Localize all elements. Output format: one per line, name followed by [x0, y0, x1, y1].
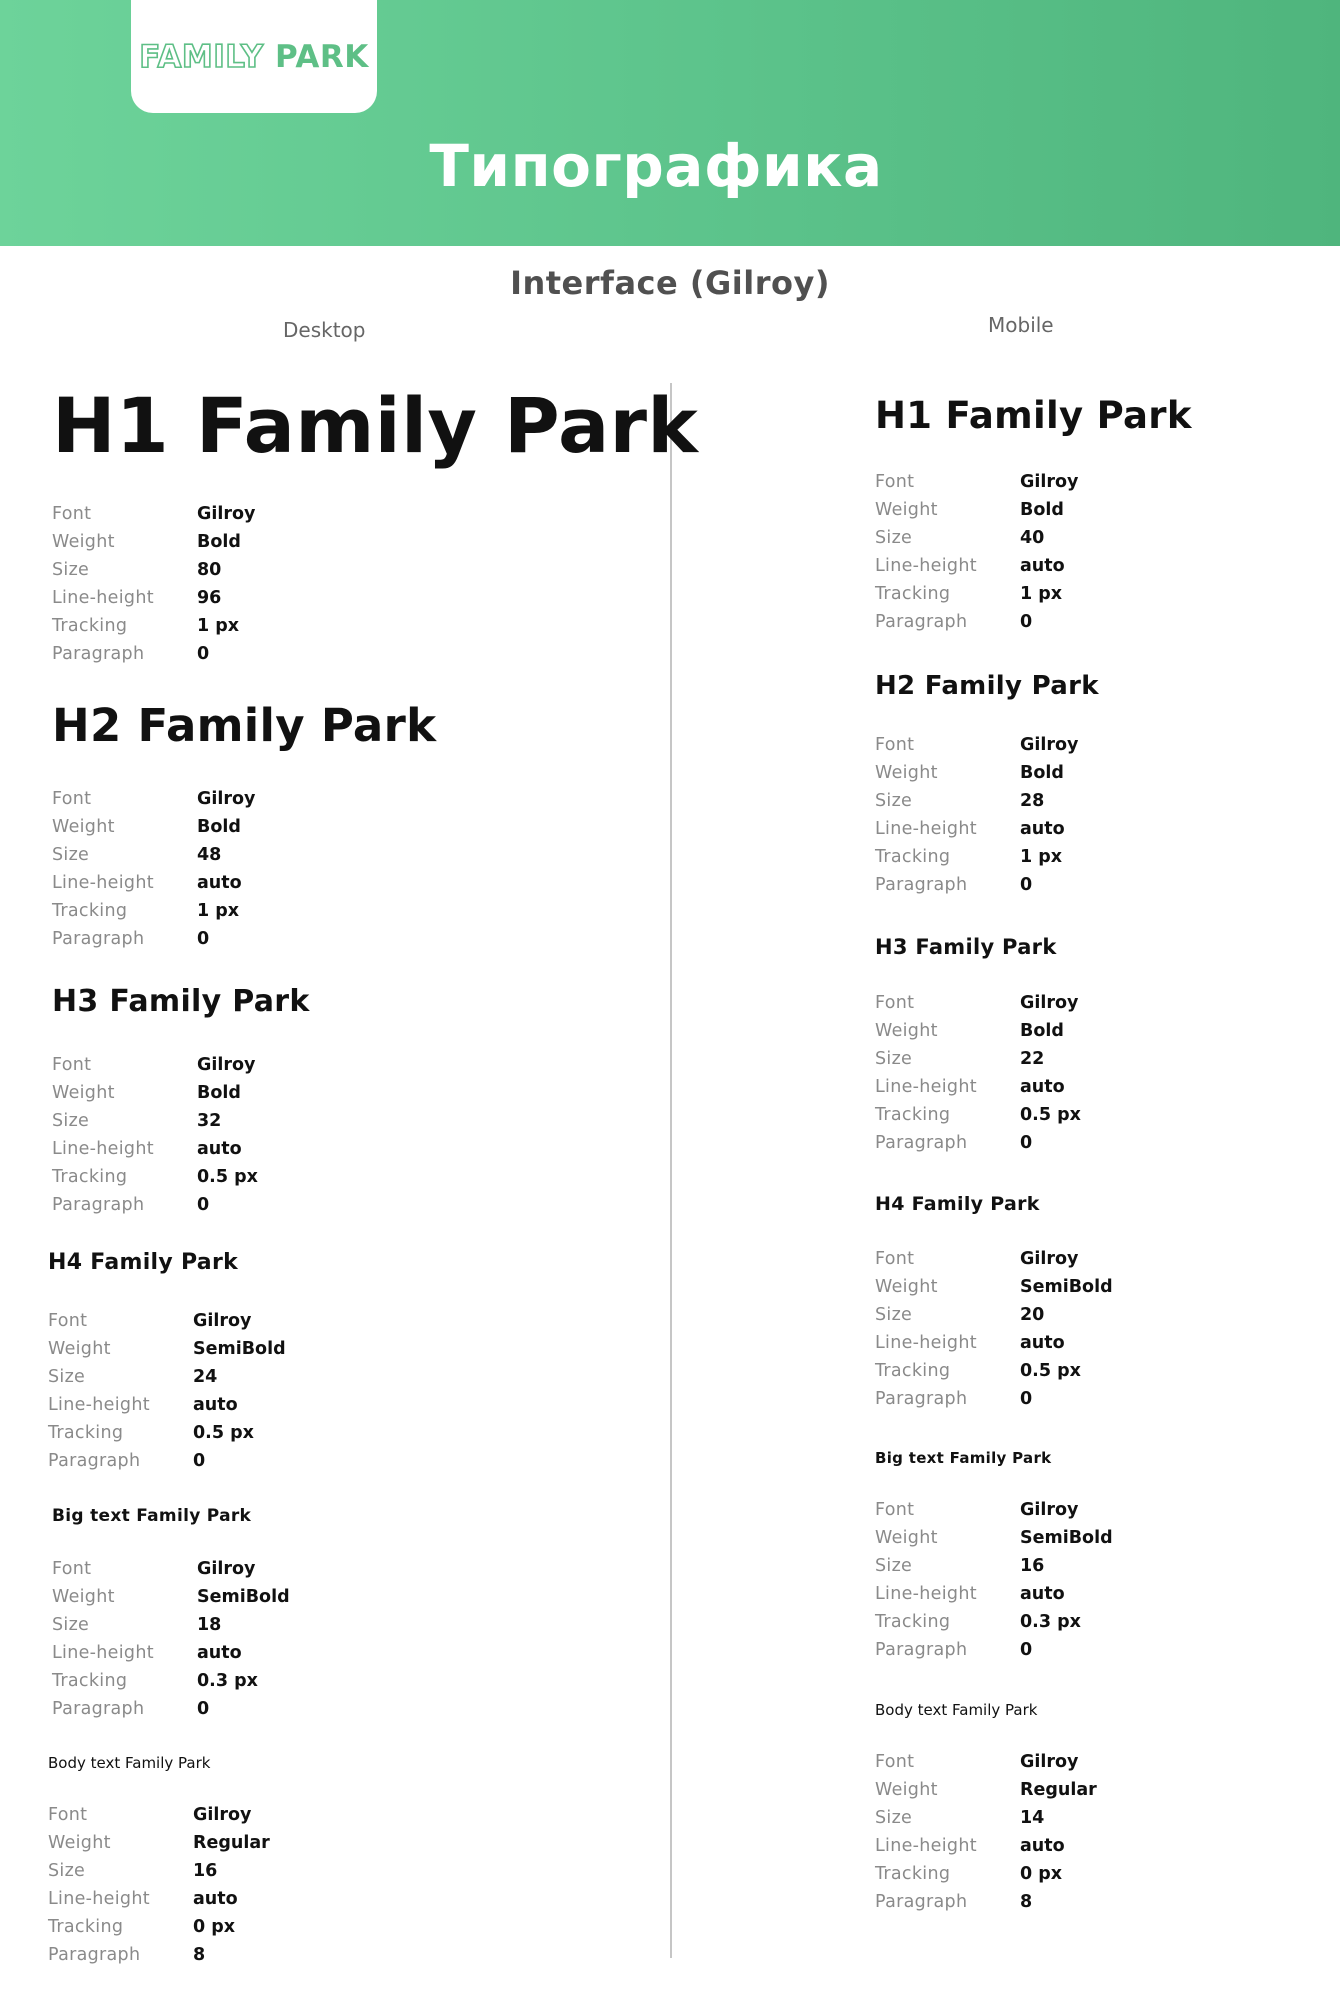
spec-key: Size — [52, 1111, 90, 1131]
mobile-body-text-spec — [875, 1748, 1097, 1916]
spec-paragraph-value: 0 — [1020, 1640, 1033, 1660]
spec-key: Size — [875, 1808, 913, 1828]
spec-weight-value: Bold — [197, 1083, 241, 1103]
spec-paragraph-value: 0 — [197, 644, 210, 664]
spec-tracking-value: 0 px — [193, 1917, 236, 1937]
spec-key: Font — [52, 1055, 92, 1075]
spec-key: Tracking — [52, 901, 128, 921]
spec-key: Weight — [52, 817, 115, 837]
spec-key: Font — [875, 1249, 915, 1269]
spec-key: Weight — [875, 763, 938, 783]
spec-key: Weight — [48, 1833, 111, 1853]
spec-weight-value: Bold — [197, 817, 241, 837]
desktop-h3-sample: H3 Family Park — [52, 984, 310, 1019]
spec-tracking-value: 1 px — [1020, 847, 1063, 867]
desktop-h4-sample: H4 Family Park — [48, 1250, 239, 1275]
spec-key: Paragraph — [48, 1451, 141, 1471]
spec-line-height-value: auto — [1020, 1584, 1065, 1604]
spec-line-height-value: auto — [1020, 1836, 1065, 1856]
spec-line-height-value: auto — [197, 873, 242, 893]
spec-key: Line-height — [875, 1584, 977, 1604]
spec-paragraph-value: 0 — [1020, 1133, 1033, 1153]
desktop-big-text-spec — [52, 1555, 290, 1723]
spec-weight-value: SemiBold — [197, 1587, 290, 1607]
spec-key: Font — [48, 1311, 88, 1331]
spec-key: Paragraph — [875, 1640, 968, 1660]
mobile-h4-spec — [875, 1245, 1113, 1413]
spec-tracking-value: 1 px — [1020, 584, 1063, 604]
spec-key: Weight — [52, 1083, 115, 1103]
spec-line-height-value: auto — [193, 1889, 238, 1909]
spec-key: Size — [875, 1305, 913, 1325]
spec-line-height-value: auto — [1020, 819, 1065, 839]
spec-key: Weight — [48, 1339, 111, 1359]
spec-paragraph-value: 8 — [1020, 1892, 1033, 1912]
spec-key: Tracking — [52, 1671, 128, 1691]
mobile-column-label: Mobile — [988, 313, 1054, 337]
spec-tracking-value: 0.3 px — [197, 1671, 258, 1691]
spec-key: Weight — [875, 1021, 938, 1041]
spec-paragraph-value: 0 — [1020, 875, 1033, 895]
spec-key: Font — [875, 1500, 915, 1520]
spec-key: Line-height — [52, 1139, 154, 1159]
spec-key: Line-height — [875, 556, 977, 576]
spec-paragraph-value: 0 — [197, 1699, 210, 1719]
spec-key: Font — [52, 789, 92, 809]
spec-weight-value: Bold — [1020, 763, 1064, 783]
spec-key: Paragraph — [52, 1699, 145, 1719]
spec-size-value: 32 — [197, 1111, 222, 1131]
spec-line-height-value: 96 — [197, 588, 222, 608]
spec-size-value: 22 — [1020, 1049, 1045, 1069]
spec-font-value: Gilroy — [1020, 472, 1079, 492]
spec-key: Tracking — [875, 1361, 951, 1381]
spec-key: Line-height — [48, 1889, 150, 1909]
desktop-h3-spec — [52, 1051, 258, 1219]
spec-paragraph-value: 0 — [193, 1451, 206, 1471]
desktop-h4-spec — [48, 1307, 286, 1475]
spec-key: Tracking — [48, 1423, 124, 1443]
family-park-logo — [139, 39, 368, 75]
spec-tracking-value: 0.5 px — [1020, 1361, 1081, 1381]
spec-key: Weight — [875, 1780, 938, 1800]
spec-size-value: 16 — [193, 1861, 218, 1881]
spec-key: Paragraph — [52, 644, 145, 664]
spec-key: Tracking — [875, 847, 951, 867]
spec-weight-value: Regular — [1020, 1780, 1097, 1800]
spec-key: Tracking — [875, 1105, 951, 1125]
spec-line-height-value: auto — [197, 1643, 242, 1663]
spec-key: Line-height — [875, 819, 977, 839]
spec-weight-value: SemiBold — [1020, 1528, 1113, 1548]
spec-line-height-value: auto — [1020, 556, 1065, 576]
spec-key: Size — [875, 1049, 913, 1069]
spec-key: Weight — [875, 1528, 938, 1548]
spec-font-value: Gilroy — [1020, 993, 1079, 1013]
spec-key: Font — [875, 993, 915, 1013]
spec-font-value: Gilroy — [1020, 1752, 1079, 1772]
mobile-h4-sample: H4 Family Park — [875, 1193, 1040, 1215]
spec-key: Font — [875, 735, 915, 755]
desktop-h1-sample: H1 Family Park — [52, 381, 699, 470]
spec-weight-value: Bold — [197, 532, 241, 552]
spec-key: Line-height — [52, 873, 154, 893]
spec-key: Paragraph — [52, 1195, 145, 1215]
spec-weight-value: Bold — [1020, 1021, 1064, 1041]
spec-key: Line-height — [48, 1395, 150, 1415]
spec-paragraph-value: 0 — [1020, 612, 1033, 632]
mobile-h2-sample: H2 Family Park — [875, 671, 1099, 701]
spec-font-value: Gilroy — [193, 1311, 252, 1331]
mobile-big-text-spec — [875, 1496, 1113, 1664]
spec-key: Line-height — [875, 1333, 977, 1353]
spec-font-value: Gilroy — [1020, 735, 1079, 755]
spec-key: Size — [875, 791, 913, 811]
spec-key: Tracking — [52, 1167, 128, 1187]
spec-key: Font — [52, 1559, 92, 1579]
spec-size-value: 20 — [1020, 1305, 1045, 1325]
spec-key: Weight — [875, 1277, 938, 1297]
spec-line-height-value: auto — [1020, 1333, 1065, 1353]
spec-key: Paragraph — [875, 875, 968, 895]
spec-tracking-value: 1 px — [197, 901, 240, 921]
spec-key: Size — [52, 845, 90, 865]
spec-weight-value: SemiBold — [193, 1339, 286, 1359]
spec-font-value: Gilroy — [197, 504, 256, 524]
spec-key: Size — [48, 1861, 86, 1881]
spec-paragraph-value: 0 — [197, 929, 210, 949]
logo-park-text: PARK — [274, 38, 369, 75]
spec-font-value: Gilroy — [197, 789, 256, 809]
column-divider — [670, 383, 672, 1958]
spec-weight-value: SemiBold — [1020, 1277, 1113, 1297]
spec-size-value: 24 — [193, 1367, 218, 1387]
spec-key: Line-height — [52, 1643, 154, 1663]
spec-key: Tracking — [875, 584, 951, 604]
spec-size-value: 18 — [197, 1615, 222, 1635]
desktop-column-label: Desktop — [283, 318, 366, 342]
mobile-h3-sample: H3 Family Park — [875, 935, 1057, 959]
spec-size-value: 80 — [197, 560, 222, 580]
spec-size-value: 48 — [197, 845, 222, 865]
spec-key: Font — [875, 1752, 915, 1772]
mobile-body-text-sample: Body text Family Park — [875, 1701, 1038, 1719]
spec-key: Size — [52, 560, 90, 580]
spec-weight-value: Bold — [1020, 500, 1064, 520]
spec-paragraph-value: 0 — [1020, 1389, 1033, 1409]
spec-font-value: Gilroy — [1020, 1500, 1079, 1520]
spec-size-value: 28 — [1020, 791, 1045, 811]
spec-key: Line-height — [52, 588, 154, 608]
desktop-big-text-sample: Big text Family Park — [52, 1506, 252, 1526]
spec-key: Weight — [52, 1587, 115, 1607]
spec-key: Font — [48, 1805, 88, 1825]
spec-key: Weight — [875, 500, 938, 520]
spec-key: Font — [875, 472, 915, 492]
desktop-h1-spec — [52, 500, 255, 668]
spec-line-height-value: auto — [197, 1139, 242, 1159]
spec-key: Paragraph — [875, 1133, 968, 1153]
mobile-big-text-sample: Big text Family Park — [875, 1449, 1052, 1467]
spec-key: Tracking — [875, 1612, 951, 1632]
spec-paragraph-value: 0 — [197, 1195, 210, 1215]
desktop-body-text-sample: Body text Family Park — [48, 1754, 211, 1772]
page-title: Типографика — [429, 132, 883, 200]
logo-family-text: FAMILY — [139, 38, 264, 75]
spec-key: Paragraph — [52, 929, 145, 949]
spec-key: Paragraph — [875, 1892, 968, 1912]
spec-tracking-value: 0.3 px — [1020, 1612, 1081, 1632]
spec-key: Weight — [52, 532, 115, 552]
spec-key: Size — [52, 1615, 90, 1635]
spec-font-value: Gilroy — [1020, 1249, 1079, 1269]
spec-size-value: 14 — [1020, 1808, 1045, 1828]
spec-key: Line-height — [875, 1077, 977, 1097]
spec-tracking-value: 1 px — [197, 616, 240, 636]
spec-key: Size — [48, 1367, 86, 1387]
spec-key: Tracking — [875, 1864, 951, 1884]
spec-paragraph-value: 8 — [193, 1945, 206, 1965]
spec-key: Size — [875, 1556, 913, 1576]
spec-tracking-value: 0 px — [1020, 1864, 1063, 1884]
spec-key: Tracking — [52, 616, 128, 636]
mobile-h1-sample: H1 Family Park — [875, 394, 1192, 437]
spec-key: Tracking — [48, 1917, 124, 1937]
spec-tracking-value: 0.5 px — [197, 1167, 258, 1187]
section-subtitle: Interface (Gilroy) — [510, 264, 830, 302]
spec-key: Size — [875, 528, 913, 548]
desktop-h2-sample: H2 Family Park — [52, 699, 437, 752]
spec-key: Font — [52, 504, 92, 524]
spec-size-value: 16 — [1020, 1556, 1045, 1576]
spec-tracking-value: 0.5 px — [193, 1423, 254, 1443]
header-banner — [0, 0, 1340, 246]
logo-card — [131, 0, 377, 113]
desktop-body-text-spec — [48, 1801, 270, 1969]
mobile-h1-spec — [875, 468, 1078, 636]
spec-key: Paragraph — [875, 1389, 968, 1409]
spec-line-height-value: auto — [1020, 1077, 1065, 1097]
spec-key: Line-height — [875, 1836, 977, 1856]
spec-size-value: 40 — [1020, 528, 1045, 548]
spec-key: Paragraph — [48, 1945, 141, 1965]
spec-key: Paragraph — [875, 612, 968, 632]
spec-font-value: Gilroy — [193, 1805, 252, 1825]
mobile-h3-spec — [875, 989, 1081, 1157]
spec-line-height-value: auto — [193, 1395, 238, 1415]
spec-font-value: Gilroy — [197, 1559, 256, 1579]
spec-font-value: Gilroy — [197, 1055, 256, 1075]
mobile-h2-spec — [875, 731, 1078, 899]
desktop-h2-spec — [52, 785, 255, 953]
spec-tracking-value: 0.5 px — [1020, 1105, 1081, 1125]
spec-weight-value: Regular — [193, 1833, 270, 1853]
